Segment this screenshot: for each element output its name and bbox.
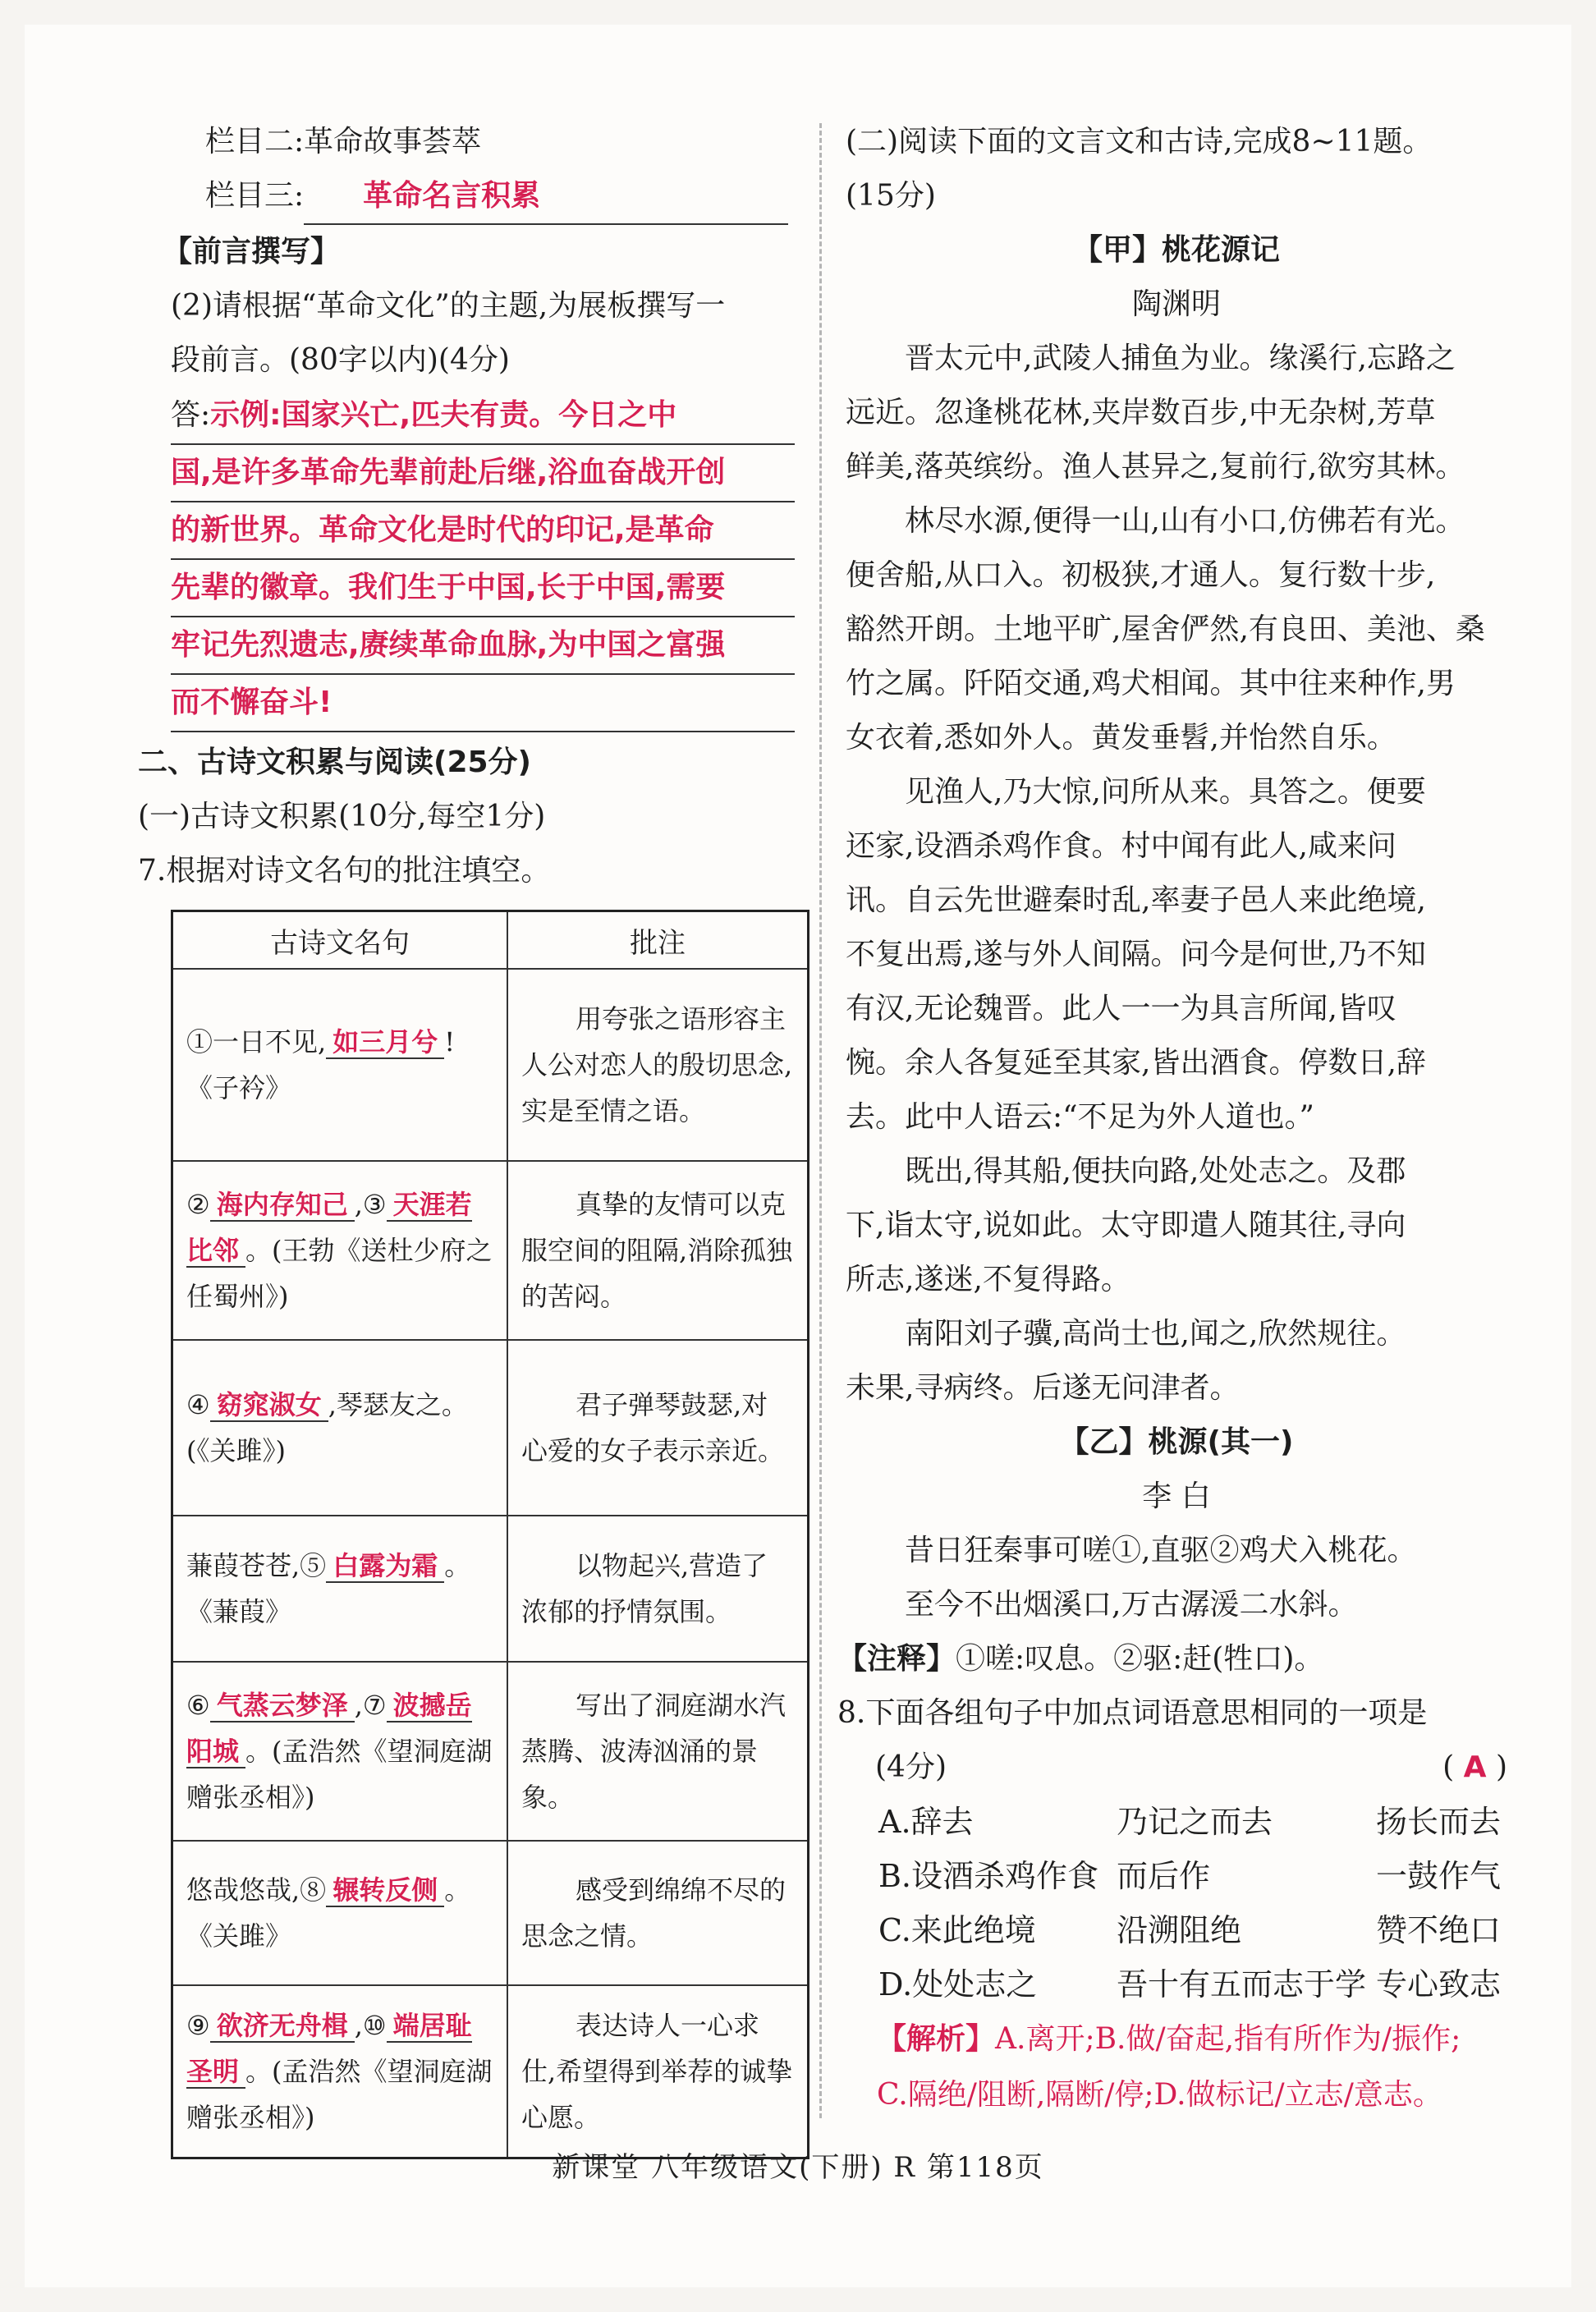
cell-text: ,琴瑟友之。(《关雎》) — [186, 1389, 468, 1466]
cell-text: ①一日不见, — [186, 1026, 327, 1057]
pizhu-cell: 真挚的友情可以克服空间的阻隔,消除孤独的苦闷。 — [507, 1161, 809, 1340]
cell-text: ,⑦ — [354, 1690, 387, 1721]
cell-text: 。 — [444, 1550, 471, 1581]
fill-answer: 海内存知己 — [210, 1189, 355, 1222]
q8-answer-bracket: ( A ) — [1442, 1750, 1507, 1784]
jiexi-line-2: C.隔绝/阻断,隔断/停;D.做标记/立志/意志。 — [877, 2078, 1442, 2112]
passage-line: 惋。余人各复延至其家,皆出酒食。停数日,辞 — [846, 1046, 1426, 1080]
cell-text: ⑥ — [186, 1690, 210, 1721]
passage-line: 远近。忽逢桃花林,夹岸数百步,中无杂树,芳草 — [846, 396, 1436, 429]
option-col: 而后作 — [1117, 1858, 1211, 1894]
option-col: 专心致志 — [1376, 1966, 1502, 2002]
table-row — [172, 1161, 809, 1340]
pizhu-cell: 写出了洞庭湖水汽蒸腾、波涛汹涌的景象。 — [507, 1662, 809, 1841]
lanmu-3-answer: 革命名言积累 — [304, 169, 788, 225]
q7-prompt: 7.根据对诗文名句的批注填空。 — [138, 854, 551, 888]
passage-line: 所志,遂迷,不复得路。 — [846, 1263, 1130, 1296]
notes-text: ①嗟:叹息。②驱:赶(牲口)。 — [956, 1642, 1324, 1676]
fill-answer: 波撼岳阳城 — [186, 1690, 472, 1767]
passage-line: 竹之属。阡陌交通,鸡犬相闻。其中往来种作,男 — [846, 667, 1456, 700]
passage-line: 去。此中人语云:“不足为外人道也。” — [846, 1100, 1314, 1134]
jiexi — [877, 2012, 1507, 2123]
left-column — [138, 115, 795, 2159]
author-yi: 李 白 — [1142, 1479, 1211, 1513]
passage-line: 女衣着,悉如外人。黄发垂髫,并怡然自乐。 — [846, 721, 1396, 755]
mingju-cell — [172, 1161, 508, 1340]
fill-answer: 白露为霜 — [326, 1550, 444, 1583]
author-jia: 陶渊明 — [1131, 287, 1221, 321]
passage-line: 有汉,无论魏晋。此人一一为具言所闻,皆叹 — [846, 992, 1396, 1025]
cell-text: ,③ — [354, 1189, 387, 1220]
cell-text: 《蒹葭》 — [186, 1596, 292, 1627]
passage-line: 未果,寻病终。后遂无问津者。 — [846, 1371, 1240, 1405]
passage-line: 林尽水源,便得一山,山有小口,仿佛若有光。 — [905, 504, 1465, 538]
column-divider — [819, 123, 822, 2118]
cell-text: ⑨ — [186, 2009, 210, 2041]
fill-answer: 气蒸云梦泽 — [210, 1690, 355, 1723]
mingju-cell — [172, 1516, 508, 1662]
passage-line: 见渔人,乃大惊,问所从来。具答之。便要 — [905, 775, 1426, 809]
passage-paragraph-5 — [846, 1307, 1507, 1415]
fill-answer: 天涯若比邻 — [186, 1189, 472, 1266]
answer-row — [171, 388, 795, 445]
answer-line: 示例:国家兴亡,匹夫有责。今日之中 — [210, 398, 677, 432]
q8-score: (4分) — [875, 1750, 947, 1784]
answer-row: 国,是许多革命先辈前赴后继,浴血奋战开创 — [171, 445, 795, 502]
option-c — [878, 1903, 1507, 1957]
passage-line: 下,诣太守,说如此。太守即遣人随其往,寻向 — [846, 1209, 1406, 1242]
page-footer: 新课堂 八年级语文(下册) R 第118页 — [552, 2151, 1044, 2184]
q2-line2: 段前言。(80字以内)(4分) — [171, 343, 510, 377]
notes-label: 【注释】 — [837, 1642, 956, 1676]
option-col: 吾十有五而志于学 — [1117, 1966, 1367, 2002]
option-d — [878, 1957, 1507, 2012]
poem-line-2: 至今不出烟溪口,万古潺湲二水斜。 — [905, 1588, 1358, 1622]
answer-row: 先辈的徽章。我们生于中国,长于中国,需要 — [171, 560, 795, 617]
q8-line2 — [875, 1741, 1507, 1795]
cell-text: 《关雎》 — [186, 1920, 292, 1952]
answer-row: 的新世界。革命文化是时代的印记,是革命 — [171, 502, 795, 560]
mingju-cell — [172, 1340, 508, 1516]
mingju-cell — [172, 1985, 508, 2158]
notes — [837, 1632, 1507, 1686]
pizhu-cell: 君子弹琴鼓瑟,对心爱的女子表示亲近。 — [507, 1340, 809, 1516]
cell-text: 。 — [444, 1874, 471, 1906]
cell-text: ④ — [186, 1389, 210, 1420]
lanmu-3 — [146, 169, 795, 225]
cell-text: 蒹葭苍苍,⑤ — [186, 1550, 327, 1581]
title-jia: 【甲】桃花源记 — [1072, 233, 1280, 267]
pizhu-cell: 表达诗人一心求仕,希望得到举荐的诚挚心愿。 — [507, 1985, 809, 2158]
option-col: 赞不绝口 — [1376, 1912, 1502, 1948]
section-2-heading: 二、古诗文积累与阅读(25分) — [138, 745, 532, 779]
q2-line1: (2)请根据“革命文化”的主题,为展板撰写一 — [171, 289, 726, 323]
table-row — [172, 1340, 809, 1516]
fill-answer: 欲济无舟楫 — [210, 2010, 355, 2043]
option-col: 乃记之而去 — [1117, 1804, 1273, 1840]
table-row — [172, 1662, 809, 1841]
jiexi-text: A.离开;B.做/奋起,指有所作为/振作; — [995, 2022, 1461, 2056]
cell-text: 。(孟浩然《望洞庭湖赠张丞相》) — [186, 2055, 493, 2133]
option-col: C.来此绝境 — [878, 1912, 1036, 1948]
fill-answer: 端居耻圣明 — [186, 2009, 472, 2087]
jiexi-line-1 — [877, 2012, 1507, 2067]
fill-answer: 辗转反侧 — [326, 1874, 444, 1907]
jiexi-label: 【解析】 — [877, 2022, 996, 2056]
passage-line: 还家,设酒杀鸡作食。村中闻有此人,咸来问 — [846, 829, 1396, 863]
fill-answer: 如三月兮 — [326, 1026, 444, 1059]
passage-line: 豁然开朗。土地平旷,屋舍俨然,有良田、美池、桑 — [846, 612, 1485, 646]
passage-line: 便舍船,从口入。初极狭,才通人。复行数十步, — [846, 558, 1436, 592]
passage-paragraph-3 — [846, 765, 1507, 1145]
lanmu-2: 栏目二:革命故事荟萃 — [205, 125, 482, 158]
fill-answer: 窈窕淑女 — [210, 1389, 328, 1422]
passage-line: 南阳刘子骥,高尚士也,闻之,欣然规往。 — [905, 1317, 1406, 1351]
passage-paragraph-1 — [846, 332, 1507, 494]
cell-text: 。(孟浩然《望洞庭湖赠张丞相》) — [186, 1736, 493, 1813]
passage-line: 既出,得其船,便扶向路,处处志之。及郡 — [905, 1154, 1406, 1188]
option-col: D.处处志之 — [878, 1966, 1038, 2002]
option-col: 沿溯阻绝 — [1117, 1912, 1242, 1948]
q8-answer: A — [1463, 1750, 1487, 1784]
passage-line: 不复出焉,遂与外人间隔。问今是何世,乃不知 — [846, 938, 1426, 971]
passage-line: 讯。自云先世避秦时乱,率妻子邑人来此绝境, — [846, 883, 1426, 917]
answer-prefix: 答: — [171, 398, 211, 432]
cell-text: 。(王勃《送杜少府之任蜀州》) — [186, 1235, 493, 1312]
mingju-cell — [172, 969, 508, 1161]
reading-intro-2: (15分) — [846, 179, 936, 213]
option-col: 一鼓作气 — [1376, 1858, 1502, 1894]
right-column — [837, 115, 1507, 2123]
option-a — [878, 1795, 1507, 1849]
qianyan-heading: 【前言撰写】 — [163, 235, 341, 268]
table-row — [172, 1985, 809, 2158]
header-mingju: 古诗文名句 — [172, 911, 508, 970]
option-b — [878, 1849, 1507, 1903]
header-pizhu: 批注 — [507, 911, 809, 970]
table-row — [172, 1516, 809, 1662]
passage-paragraph-4 — [846, 1145, 1507, 1307]
cell-text: ② — [186, 1189, 210, 1220]
cell-text: ,⑩ — [354, 2009, 387, 2041]
cell-text: 《子衿》 — [186, 1072, 292, 1103]
mingju-cell — [172, 1841, 508, 1985]
table-header — [172, 911, 809, 970]
lanmu-3-prefix: 栏目三: — [205, 179, 305, 213]
table-row — [172, 969, 809, 1161]
passage-line: 晋太元中,武陵人捕鱼为业。缘溪行,忘路之 — [905, 342, 1456, 375]
poem-table — [171, 910, 809, 2159]
subsection-1: (一)古诗文积累(10分,每空1分) — [138, 800, 546, 833]
q8-line1: 8.下面各组句子中加点词语意思相同的一项是 — [837, 1696, 1428, 1730]
answer-row: 牢记先烈遗志,赓续革命血脉,为中国之富强 — [171, 617, 795, 675]
passage-paragraph-2 — [846, 494, 1507, 765]
cell-text: 悠哉悠哉,⑧ — [186, 1874, 327, 1906]
passage-line: 鲜美,落英缤纷。渔人甚异之,复前行,欲穷其林。 — [846, 450, 1465, 484]
table-row — [172, 1841, 809, 1985]
option-col: A.辞去 — [878, 1804, 974, 1840]
answer-block — [171, 388, 795, 732]
cell-text: ! — [444, 1026, 456, 1057]
mingju-cell — [172, 1662, 508, 1841]
title-yi: 【乙】桃源(其一) — [1059, 1425, 1294, 1459]
answer-row: 而不懈奋斗! — [171, 675, 795, 732]
poem-line-1: 昔日狂秦事可嗟①,直驱②鸡犬入桃花。 — [905, 1534, 1417, 1567]
reading-intro-1: (二)阅读下面的文言文和古诗,完成8~11题。 — [846, 125, 1433, 158]
option-col: 扬长而去 — [1376, 1804, 1502, 1840]
pizhu-cell: 用夸张之语形容主人公对恋人的殷切思念,实是至情之语。 — [507, 969, 809, 1161]
pizhu-cell: 感受到绵绵不尽的思念之情。 — [507, 1841, 809, 1985]
option-col: B.设酒杀鸡作食 — [878, 1858, 1099, 1894]
pizhu-cell: 以物起兴,营造了浓郁的抒情氛围。 — [507, 1516, 809, 1662]
